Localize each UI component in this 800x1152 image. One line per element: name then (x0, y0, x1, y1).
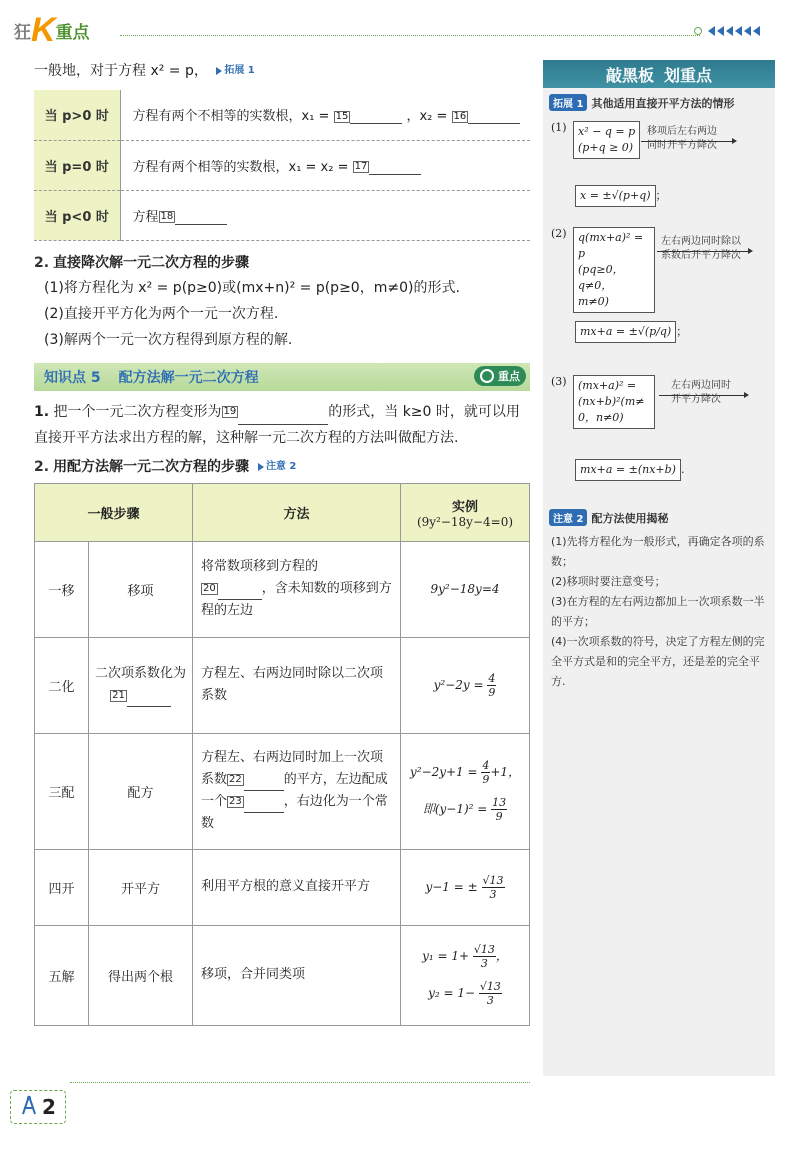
fraction-numerator: 4 (488, 671, 496, 685)
knowledge-point-bar (34, 363, 530, 391)
knowledge-point-title: 配方法解一元二次方程 (118, 369, 259, 386)
note-line: 左右两边同时 (671, 380, 731, 391)
answer-blank[interactable] (350, 108, 402, 124)
result-line (575, 321, 687, 343)
example-text: y₁ = 1+ (422, 949, 470, 963)
step-example: 9y²−18y=4 (401, 541, 530, 637)
step-method (193, 733, 401, 849)
column-header-label: 实例 (451, 499, 478, 515)
header-arrows (694, 26, 760, 36)
key-point-badge (474, 366, 526, 386)
example-text: y²−2y = (433, 677, 484, 692)
equation-line: (nx+b)²(m≠ (578, 395, 645, 408)
table-row (34, 140, 530, 190)
step-method: 方程左、右两边同时除以二次项系数 (193, 637, 401, 733)
item-number: 1. (34, 403, 50, 420)
extension-tag-label: 拓展 1 (224, 65, 255, 76)
fraction-numerator: √13 (482, 873, 504, 887)
method-text: ，右边化为一个常数 (201, 794, 388, 831)
section-title: 用配方法解一元二次方程的步骤 (53, 458, 250, 475)
extension-item (551, 121, 775, 217)
table-row (35, 849, 530, 925)
table-row (35, 637, 530, 733)
step-example (401, 637, 530, 733)
logo-k: K (31, 11, 56, 49)
table-header-row (35, 483, 530, 541)
case-description (120, 140, 530, 190)
example-line (401, 759, 529, 786)
blank-number: 16 (453, 110, 467, 122)
result-box: mx+a = ±(nx+b) (575, 459, 681, 481)
result-punct: . (680, 463, 685, 476)
section-title: 直接降次解一元二次方程的步骤 (53, 254, 250, 271)
column-header: 一般步骤 (35, 483, 193, 541)
extension-item (551, 375, 775, 495)
answer-blank[interactable] (218, 584, 262, 600)
result-punct: ； (655, 189, 667, 202)
step-method: 移项，合并同类项 (193, 925, 401, 1025)
blank-number: 23 (229, 795, 242, 807)
equation-line: (mx+a)² = (578, 379, 637, 392)
list-item: (1)将方程化为 x² = p(p≥0)或(mx+n)² = p(p≥0，m≠0)的形式. (44, 279, 460, 296)
page-number: 2 (42, 1095, 56, 1119)
note-tag-label: 注意 2 (265, 460, 297, 472)
knowledge-point-label: 知识点 5 (44, 369, 101, 386)
blank-number: 20 (203, 582, 216, 594)
result-punct: ； (676, 325, 688, 338)
equation-line: 0，n≠0) (578, 411, 624, 424)
answer-blank[interactable] (244, 775, 284, 791)
item-index: (1) (551, 121, 567, 134)
item-index: (3) (551, 375, 567, 388)
page-number-badge (10, 1090, 66, 1124)
section-number: 2. (34, 458, 50, 475)
intro-line (34, 58, 530, 84)
book-logo (14, 10, 90, 50)
fraction-numerator: √13 (473, 943, 495, 956)
fraction (487, 672, 496, 699)
sidebar-header-title2: 划重点 (664, 65, 713, 85)
fraction-denominator: 9 (495, 810, 503, 823)
fraction-denominator: 9 (488, 685, 496, 699)
column-header (401, 483, 530, 541)
note-line: 左右两边同时除以 (661, 236, 741, 247)
equation-box (573, 121, 640, 159)
fraction-denominator: 3 (480, 957, 488, 970)
sidebar-panel (543, 60, 775, 1076)
list-item: (2)移项时要注意变号； (551, 575, 666, 588)
case-text: 方程 (132, 209, 159, 225)
method-text: 方程左、右两边同时加上一次项系数 (201, 750, 384, 787)
list-item: (2)直接开平方化为两个一元一次方程. (44, 305, 279, 322)
example-text: y−1 = ± (425, 879, 478, 894)
step-label: 二化 (35, 637, 89, 733)
case-description (120, 190, 530, 240)
note-line: 同时开平方降次 (647, 140, 717, 151)
step-label: 五解 (35, 925, 89, 1025)
equation-line: (p+q ≥ 0) (578, 141, 634, 154)
case-condition: 当 p>0 时 (34, 90, 120, 140)
arrow-left-icon (744, 26, 751, 36)
fraction-numerator: 13 (492, 796, 507, 809)
example-text: 即(y−1)² = (422, 802, 488, 816)
example-text: y₂ = 1− (428, 986, 476, 1000)
answer-blank[interactable] (468, 108, 520, 124)
case-text: ，x₂ = (406, 109, 448, 125)
case-text: 方程有两个不相等的实数根，x₁ = (132, 109, 330, 125)
fraction (491, 796, 507, 823)
fraction-denominator: 3 (489, 887, 497, 901)
case-condition: 当 p=0 时 (34, 140, 120, 190)
step-name-text: 二次项系数化为 (94, 666, 186, 681)
example-text: y²−2y+1 = (409, 765, 478, 779)
step-example (401, 849, 530, 925)
example-text: ， (495, 949, 508, 963)
note-label: 注意 2 (549, 509, 587, 526)
equation-line: q(mx+a)² = p (578, 231, 644, 260)
case-description (120, 90, 530, 140)
list-item: (1)先将方程化为一般形式，再确定各项的系数； (551, 535, 765, 568)
step-method (193, 541, 401, 637)
equation-line: (pq≥0，q≠0， (578, 263, 624, 292)
right-arrow-icon (641, 141, 735, 142)
sidebar-header-title: 敲黑板 (605, 65, 654, 85)
note-line: 开平方降次 (671, 394, 721, 405)
table-row (34, 190, 530, 240)
blank-number: 15 (335, 110, 349, 122)
case-condition: 当 p<0 时 (34, 190, 120, 240)
equation-line: x² − q = p (578, 125, 636, 138)
method-text: 的平方，左边配成一个 (201, 772, 388, 809)
step-name: 配方 (89, 733, 193, 849)
equation-line: m≠0) (578, 295, 609, 308)
blank-number: 18 (160, 211, 174, 222)
note-heading (549, 509, 775, 526)
extension-heading (549, 94, 775, 111)
example-line (401, 796, 529, 823)
section-heading (34, 251, 530, 275)
step-label: 四开 (35, 849, 89, 925)
answer-blank[interactable] (238, 409, 328, 425)
fraction-denominator: 9 (482, 773, 490, 786)
right-arrow-icon (657, 251, 751, 252)
list-item: (3)解两个一元一次方程得到原方程的解. (44, 331, 293, 348)
steps-table (34, 483, 530, 1026)
arrow-left-icon (726, 26, 733, 36)
note-line: 系数后开平方降次 (661, 250, 741, 261)
intro-text: 一般地，对于方程 x² = p， (34, 63, 208, 79)
paragraph-text: 的形式，当 k≥0 时，就可以用直接开平方法求出方程的解，这种解一元二次方程的方法叫做配方法. (34, 403, 520, 446)
arrow-note (671, 379, 731, 407)
table-row (35, 541, 530, 637)
section-number: 2. (34, 254, 50, 271)
table-row (34, 90, 530, 140)
step-name: 开平方 (89, 849, 193, 925)
fraction-denominator: 3 (486, 994, 494, 1007)
result-line (575, 459, 684, 481)
case-text: 方程有两个相等的实数根，x₁ = x₂ = (132, 159, 349, 175)
logo-left-text: 狂 (14, 22, 31, 43)
cases-table (34, 90, 530, 241)
answer-blank[interactable] (175, 209, 227, 225)
arrow-note (661, 235, 741, 263)
answer-blank[interactable] (127, 691, 171, 707)
step-method: 利用平方根的意义直接开平方 (193, 849, 401, 925)
fraction-numerator: √13 (479, 980, 501, 993)
method-text: ，含未知数的项移到方程的左边 (201, 581, 392, 618)
blank-number: 22 (229, 773, 242, 785)
answer-blank[interactable] (369, 159, 421, 175)
example-line (401, 980, 529, 1007)
arrow-left-icon (717, 26, 724, 36)
item-index: (2) (551, 227, 567, 240)
extension-label: 拓展 1 (549, 94, 587, 111)
header-divider (120, 35, 700, 36)
result-box: x = ±√(p+q) (575, 185, 656, 207)
arrow-left-icon (753, 26, 760, 36)
step-name (89, 637, 193, 733)
blank-number: 17 (354, 161, 368, 172)
fraction (482, 874, 505, 901)
method-text: 将常数项移到方程的 (201, 559, 319, 574)
paragraph-text: 把一个一元二次方程变形为 (53, 403, 222, 420)
footer-divider (70, 1082, 530, 1083)
fraction-numerator: 4 (482, 759, 490, 772)
note-line: 移项后左右两边 (647, 126, 717, 137)
main-column (34, 58, 530, 1026)
arrow-left-icon (708, 26, 715, 36)
equation-box (573, 227, 655, 313)
sidebar-header (543, 60, 775, 88)
extension-title: 其他适用直接开平方法的情形 (591, 96, 735, 110)
table-row (35, 925, 530, 1025)
extension-item (551, 227, 775, 365)
arrow-note (647, 125, 717, 153)
blank-number: 21 (112, 689, 125, 701)
step-example (401, 733, 530, 849)
fraction (479, 980, 502, 1007)
answer-blank[interactable] (244, 797, 284, 813)
circle-icon (694, 27, 702, 35)
equation-box (573, 375, 655, 429)
steps-list (34, 275, 530, 353)
right-arrow-icon (659, 395, 747, 396)
step-name: 移项 (89, 541, 193, 637)
target-icon (480, 369, 494, 383)
paragraph (34, 399, 530, 451)
tag-arrow-icon (216, 67, 222, 75)
example-line (401, 943, 529, 970)
key-point-badge-label: 重点 (498, 369, 520, 383)
result-line (575, 185, 667, 207)
arrow-left-icon (735, 26, 742, 36)
step-name: 得出两个根 (89, 925, 193, 1025)
result-box: mx+a = ±√(p/q) (575, 321, 676, 343)
step-label: 三配 (35, 733, 89, 849)
step-example (401, 925, 530, 1025)
table-row (35, 733, 530, 849)
step-label: 一移 (35, 541, 89, 637)
notes-list (543, 532, 775, 692)
section-heading (34, 455, 530, 479)
example-text: +1， (490, 765, 521, 779)
extension-tag[interactable] (216, 58, 254, 84)
list-item: (4)一次项系数的符号，决定了方程左侧的完全平方式是和的完全平方，还是差的完全平方. (551, 635, 765, 688)
list-item: (3)在方程的左右两边都加上一次项系数一半的平方； (551, 595, 765, 628)
blank-number: 19 (223, 405, 237, 417)
fraction (473, 943, 496, 970)
column-header-sub: (9y²−18y−4=0) (416, 514, 514, 529)
tag-arrow-icon (258, 463, 264, 471)
note-tag[interactable] (258, 455, 296, 479)
compass-icon (20, 1095, 38, 1120)
note-title: 配方法使用揭秘 (591, 511, 669, 525)
logo-right-text: 重点 (55, 22, 90, 43)
column-header: 方法 (193, 483, 401, 541)
